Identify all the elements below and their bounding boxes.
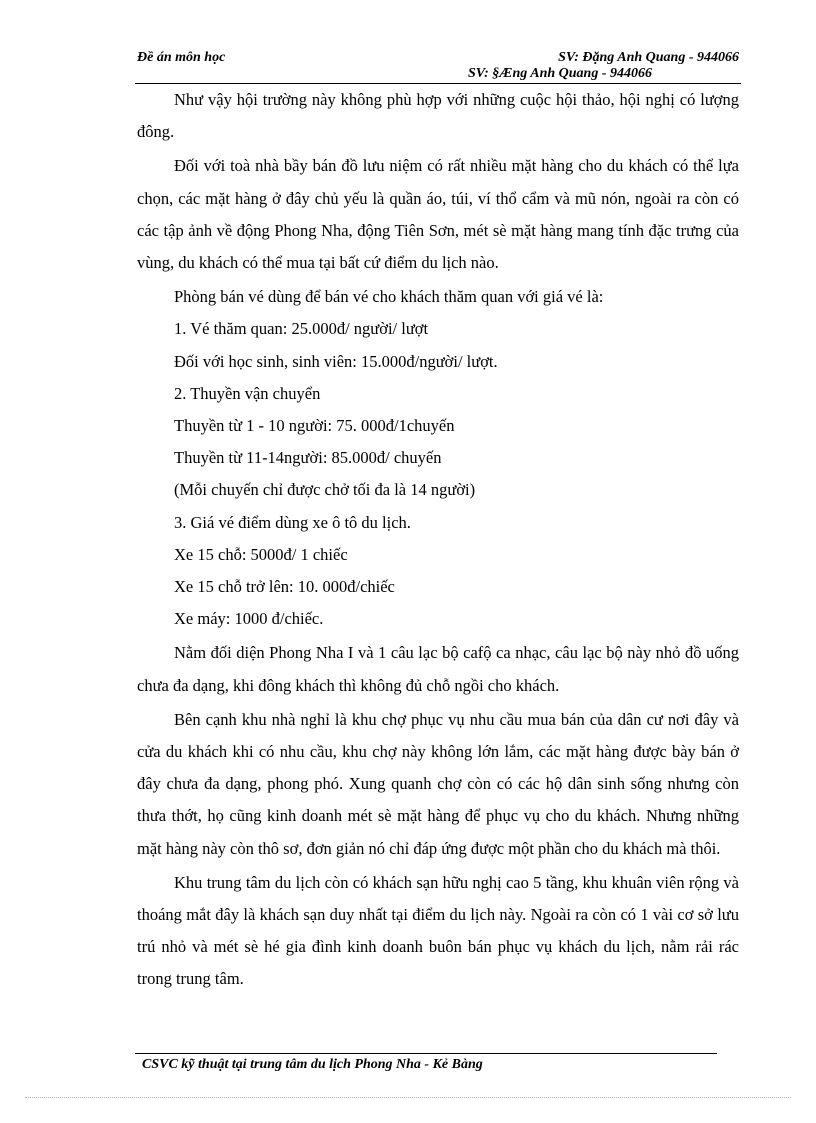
price-item: 1. Vé thăm quan: 25.000đ/ người/ lượt [174,319,429,339]
price-item: (Mỗi chuyến chỉ được chở tối đa là 14 người) [174,480,476,500]
page-bottom-dotted-line [25,1097,791,1098]
paragraph-hotel: Khu trung tâm du lịch còn có khách sạn hữu nghị cao 5 tầng, khu khuân viên rộng và thoáng mắt đây là khách sạn duy nhất tại điểm du lịch này. Ngoài ra còn có 1 vài cơ sở lưu trú nhỏ và mét sè hé gia đình kinh doanh buôn bán phục vụ khách du lịch, nằm rải rác trong trung tâm. [137,872,739,989]
document-body [137,84,739,996]
price-item: Đối với học sinh, sinh viên: 15.000đ/người/ lượt. [174,351,498,371]
paragraph-ticket-office: Phòng bán vé dùng để bán vé cho khách thăm quan với giá vé là: [174,287,604,307]
header-course-title: Đề án môn học [137,50,226,65]
paragraph-hall: Như vậy hội trường này không phù hợp với những cuộc hội thảo, hội nghị có lượng đông. [137,90,739,142]
footer-title: CSVC kỹ thuật tại trung tâm du lịch Phong Nha - Kẻ Bàng [142,1057,483,1072]
price-item: Xe 15 chỗ trở lên: 10. 000đ/chiếc [174,577,395,597]
price-item: 3. Giá vé điểm dùng xe ô tô du lịch. [174,512,411,532]
price-item: Thuyền từ 11-14người: 85.000đ/ chuyến [174,448,442,468]
price-item: Xe máy: 1000 đ/chiếc. [174,609,324,629]
price-item: 2. Thuyền vận chuyển [174,383,321,403]
footer-divider [135,1053,717,1054]
paragraph-market: Bên cạnh khu nhà nghỉ là khu chợ phục vụ nhu cầu mua bán của dân cư nơi đây và cửa du khách khi có nhu cầu, khu chợ này không lớn lắm, các mặt hàng được bày bán ở đây chưa đa dạng, phong phó. Xung quanh chợ còn có các hộ dân sinh sống nhưng còn thưa thớt, họ cũng kinh doanh mét sè mặt hàng để phục vụ cho du khách. Nhưng những mặt hàng này còn thô sơ, đơn giản nó chỉ đáp ứng được một phần cho du khách mà thôi. [137,709,739,858]
header-student-name-garbled: SV: §Æng Anh Quang - 944066 [468,66,652,81]
paragraph-cafe-club: Nằm đối diện Phong Nha I và 1 câu lạc bộ cafộ ca nhạc, câu lạc bộ này nhỏ đồ uống chưa đa dạng, khi đông khách thì không đủ chỗ ngồi cho khách. [137,643,739,695]
paragraph-souvenir: Đối với toà nhà bầy bán đồ lưu niệm có rất nhiều mặt hàng cho du khách có thể lựa chọn, các mặt hàng ở đây chủ yếu là quần áo, túi, ví thổ cẩm và mũ nón, ngoài ra còn có các tập ảnh về động Phong Nha, động Tiên Sơn, mét sè mặt hàng mang tính đặc trưng của vùng, du khách có thể mua tại bất cứ điểm du lịch nào. [137,156,739,273]
price-item: Xe 15 chỗ: 5000đ/ 1 chiếc [174,544,348,564]
header-student-name: SV: Đặng Anh Quang - 944066 [558,50,739,65]
price-item: Thuyền từ 1 - 10 người: 75. 000đ/1chuyến [174,416,455,436]
